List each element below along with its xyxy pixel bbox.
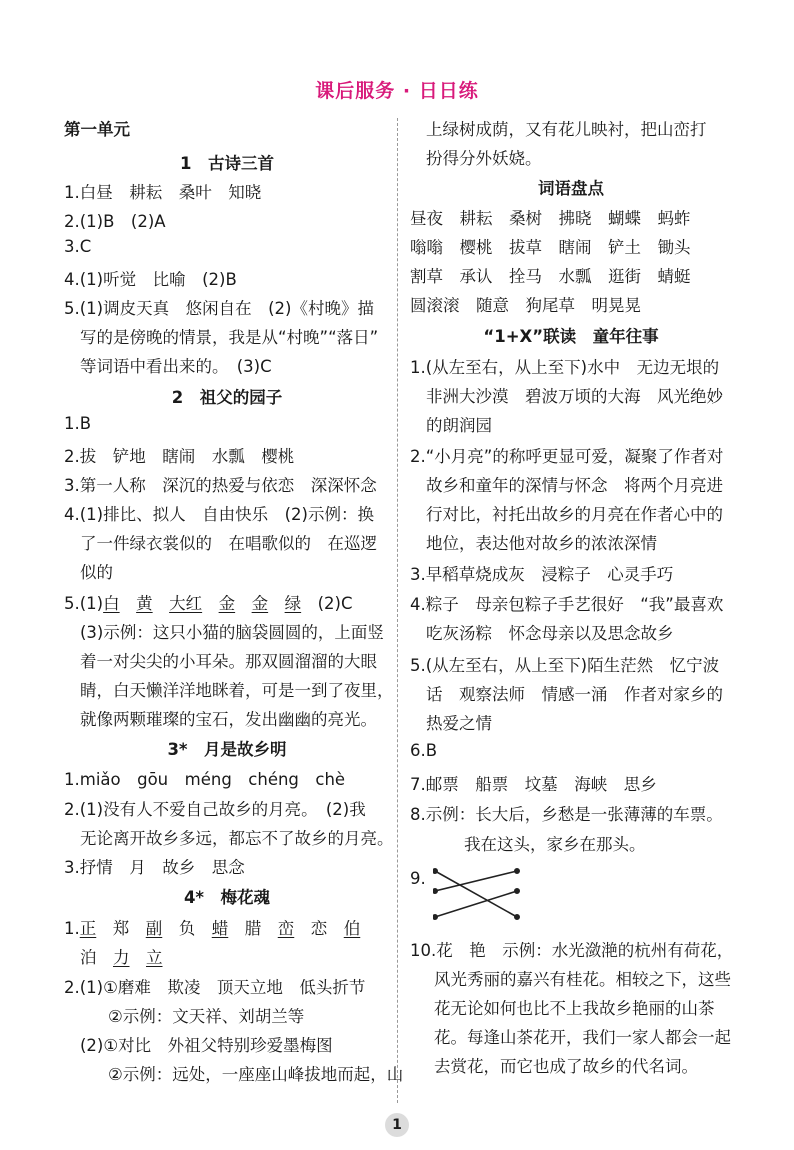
answer-line: 6.B [410,741,438,760]
answer-line: 我在这头，家乡在那头。 [464,835,646,854]
answer-line: (3)示例：这只小猫的脑袋圆圆的，上面竖 [80,623,384,642]
underlined-word: 力 [113,948,130,967]
matching-lines-diagram [433,863,523,925]
answer-line: 扮得分外妖娆。 [426,149,542,168]
page-number: 1 [385,1113,409,1137]
answer-line: 7.邮票 船票 坟墓 海峡 思乡 [410,775,657,794]
answer-line: 似的 [80,563,113,582]
column-divider [397,118,398,1103]
answer-line: 非洲大沙漠 碧波万顷的大海 风光绝妙 [426,387,723,406]
word-row: 圆滚滚 随意 狗尾草 明晃晃 [410,296,641,315]
answer-line: 2.(1)①磨难 欺凌 顶天立地 低头折节 [64,978,366,997]
underlined-word: 大红 [169,594,203,613]
answer-line: 地位，表达他对故乡的浓浓深情 [426,534,657,553]
match-dot [433,915,437,919]
page-header: 课后服务 · 日日练 [315,80,479,102]
answer-line: 着一对尖尖的小耳朵。那双圆溜溜的大眼 [80,652,377,671]
underlined-word: 金 [218,594,236,613]
answer-line: 2.(1)B (2)A [64,212,166,231]
answer-line-underlined: 5.(1)白 黄 大红 金 金 绿 (2)C [64,594,353,613]
answer-line: 9. [410,869,426,888]
answer-line: 1.(从左至右，从上至下)水中 无边无垠的 [410,358,720,377]
answer-line: 1.miǎo gōu méng chéng chè [64,770,346,789]
match-line [435,871,517,917]
answer-line: 3.早稻草烧成灰 浸粽子 心灵手巧 [410,565,674,584]
match-dot [433,869,437,873]
answer-line: 去赏花，而它也成了故乡的代名词。 [434,1057,698,1076]
answer-line: 风光秀丽的嘉兴有桂花。相较之下，这些 [434,970,731,989]
match-dot [515,889,519,893]
section-title-3: 3* 月是故乡明 [167,740,287,759]
underlined-word: 峦 [277,919,295,938]
underlined-word: 蜡 [211,919,229,938]
underlined-word: 立 [146,948,163,967]
underlined-word: 金 [251,594,269,613]
match-dot [515,915,519,919]
section-title-2: 2 祖父的园子 [171,388,283,407]
underlined-word: 伯 [343,919,361,938]
answer-line: 4.粽子 母亲包粽子手艺很好 “我”最喜欢 [410,595,724,614]
answer-line: 行对比，衬托出故乡的月亮在作者心中的 [426,505,723,524]
answer-line: 睛，白天懒洋洋地眯着，可是一到了夜里， [80,681,394,700]
section-title-4: 4* 梅花魂 [183,888,271,907]
underlined-word: 白 [103,594,120,613]
answer-line-underlined: 1.正 郑 副 负 蜡 腊 峦 恋 伯 [64,919,361,938]
match-dot [515,869,519,873]
answer-line: (2)①对比 外祖父特别珍爱墨梅图 [80,1036,333,1055]
answer-line: ②示例：远处，一座座山峰拔地而起，山 [108,1065,404,1084]
answer-line-underlined: 泊 力 立 [80,948,163,967]
match-line [435,871,517,891]
answer-line: 的朗润园 [426,416,492,435]
answer-line: 花无论如何也比不上我故乡艳丽的山茶 [434,999,715,1018]
section-title-1: 1 古诗三首 [180,154,274,173]
answer-line: 就像两颗璀璨的宝石，发出幽幽的亮光。 [80,710,377,729]
answer-line: 3.第一人称 深沉的热爱与依恋 深深怀念 [64,476,377,495]
answer-line: 1.B [64,414,92,433]
answer-line: 5.(1)调皮天真 悠闲自在 (2)《村晚》描 [64,299,374,318]
answer-line: 话 观察法师 情感一涌 作者对家乡的 [426,685,723,704]
underlined-word: 绿 [284,594,302,613]
answer-line: 4.(1)听觉 比喻 (2)B [64,270,237,289]
answer-line: 3.C [64,237,92,256]
word-row: 割草 承认 拴马 水瓢 逛街 蜻蜓 [410,267,691,286]
answer-line: 花。每逢山茶花开，我们一家人都会一起 [434,1028,731,1047]
answer-line: 10.花 艳 示例：水光潋滟的杭州有荷花， [410,941,734,960]
answer-line: 了一件绿衣裳似的 在唱歌似的 在巡逻 [80,534,377,553]
answer-line: 2.拔 铲地 瞎闹 水瓢 樱桃 [64,447,295,466]
answer-line: 热爱之情 [426,714,492,733]
words-title: 词语盘点 [538,179,604,198]
answer-line: 3.抒情 月 故乡 思念 [64,858,245,877]
answer-line: 无论离开故乡多远，都忘不了故乡的月亮。 [80,829,394,848]
underlined-word: 副 [145,919,163,938]
answer-line: 等词语中看出来的。 (3)C [80,357,272,376]
answer-line: 故乡和童年的深情与怀念 将两个月亮进 [426,476,723,495]
underlined-word: 正 [79,919,97,938]
answer-line: 上绿树成荫，又有花儿映衬，把山峦打 [426,120,707,139]
answer-line: ②示例：文天祥、刘胡兰等 [108,1007,305,1026]
answer-line: 1.白昼 耕耘 桑叶 知晓 [64,183,262,202]
word-row: 昼夜 耕耘 桑树 拂晓 蝴蝶 蚂蚱 [410,209,691,228]
unit-title: 第一单元 [64,120,130,139]
answer-line: 5.(从左至右，从上至下)陌生茫然 忆宁波 [410,656,720,675]
reading-title: “1+X”联读 童年往事 [483,327,659,346]
answer-line: 2.(1)没有人不爱自己故乡的月亮。 (2)我 [64,800,366,819]
answer-line: 8.示例：长大后，乡愁是一张薄薄的车票。 [410,805,723,824]
word-row: 嗡嗡 樱桃 拔草 瞎闹 铲土 锄头 [410,238,691,257]
answer-line: 写的是傍晚的情景，我是从“村晚”“落日” [80,328,379,347]
answer-line: 2.“小月亮”的称呼更显可爱，凝聚了作者对 [410,447,724,466]
answer-line: 4.(1)排比、拟人 自由快乐 (2)示例：换 [64,505,374,524]
underlined-word: 黄 [136,594,153,613]
match-dot [433,889,437,893]
answer-line: 吃灰汤粽 怀念母亲以及思念故乡 [426,624,674,643]
